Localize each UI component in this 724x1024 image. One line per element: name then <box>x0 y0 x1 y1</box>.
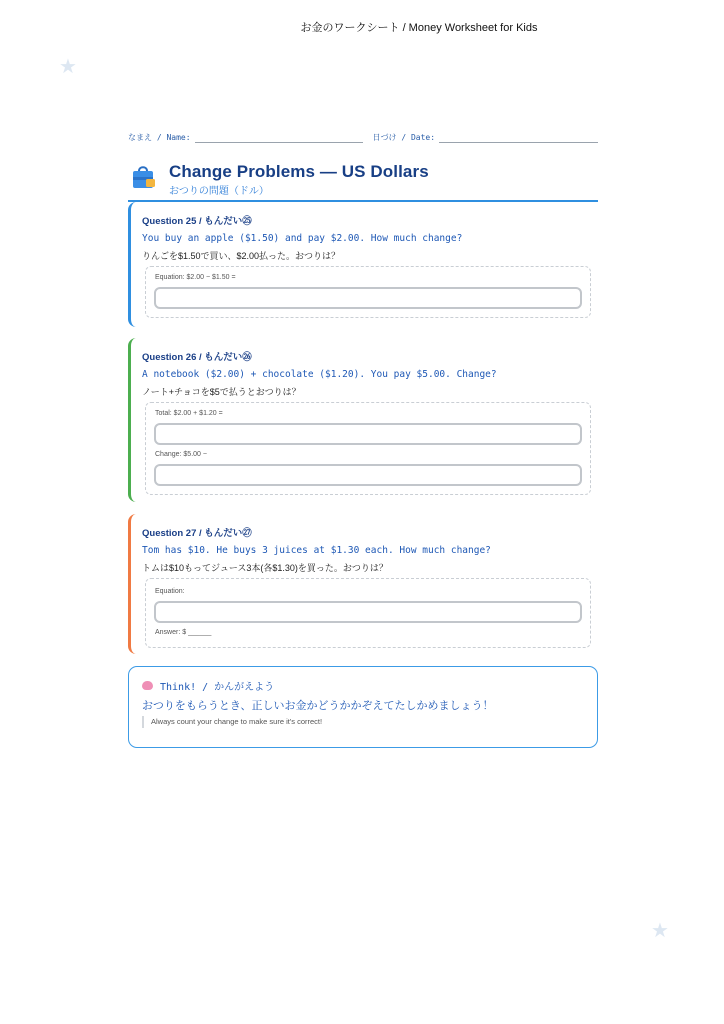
equation-label: Equation: $2.00 − $1.50 = <box>155 274 236 281</box>
page-subtitle: おつりの問題（ドル） <box>169 186 269 197</box>
page-top-title: お金のワークシート / Money Worksheet for Kids <box>300 22 538 34</box>
worksheet-header <box>128 155 598 202</box>
answer-input[interactable] <box>154 287 582 309</box>
name-label: なまえ / Name: <box>128 133 191 142</box>
change-label: Change: $5.00 − <box>155 451 207 458</box>
question-label: Question 25 / もんだい㉕ <box>142 216 252 227</box>
think-title-text: Think! / かんがえよう <box>160 682 275 693</box>
question-card-25 <box>128 202 594 327</box>
change-input[interactable] <box>154 464 582 486</box>
name-field[interactable] <box>195 135 363 143</box>
think-title <box>142 678 274 693</box>
think-box <box>128 666 598 748</box>
star-decoration-icon: ★ <box>59 56 77 78</box>
answer-label[interactable]: Answer: $ ______ <box>155 629 212 636</box>
date-label: 日づけ / Date: <box>372 133 436 142</box>
total-input[interactable] <box>154 423 582 445</box>
equation-label: Equation: <box>155 588 185 595</box>
question-card-26 <box>128 338 594 502</box>
page-title: Change Problems — US Dollars <box>169 162 429 181</box>
question-label: Question 26 / もんだい㉖ <box>142 352 252 363</box>
question-text-jp: りんごを$1.50で買い、$2.00払った。おつりは？ <box>142 251 340 261</box>
question-text-en: Tom has $10. He buys 3 juices at $1.30 each. How much change? <box>142 545 491 556</box>
total-label: Total: $2.00 + $1.20 = <box>155 410 223 417</box>
work-area <box>145 266 591 318</box>
question-text-en: You buy an apple ($1.50) and pay $2.00. How much change? <box>142 233 463 244</box>
equation-input[interactable] <box>154 601 582 623</box>
question-card-27 <box>128 514 594 654</box>
question-text-jp: ノート+チョコを$5で払うとおつりは？ <box>142 387 301 397</box>
question-text-en: A notebook ($2.00) + chocolate ($1.20). You pay $5.00. Change? <box>142 369 497 380</box>
star-decoration-icon: ★ <box>651 920 669 942</box>
date-field[interactable] <box>439 135 598 143</box>
worksheet <box>128 131 598 726</box>
question-label: Question 27 / もんだい㉗ <box>142 528 252 539</box>
question-text-jp: トムは$10もってジュース3本(各$1.30)を買った。おつりは？ <box>142 563 388 573</box>
work-area <box>145 402 591 495</box>
think-text-en: Always count your change to make sure it's correct! <box>142 716 322 728</box>
shopping-bag-icon <box>131 164 157 190</box>
brain-icon <box>142 681 153 690</box>
name-date-row <box>128 131 598 143</box>
think-text-jp: おつりをもらうとき、正しいお金かどうかかぞえてたしかめましょう！ <box>142 700 494 712</box>
work-area <box>145 578 591 648</box>
